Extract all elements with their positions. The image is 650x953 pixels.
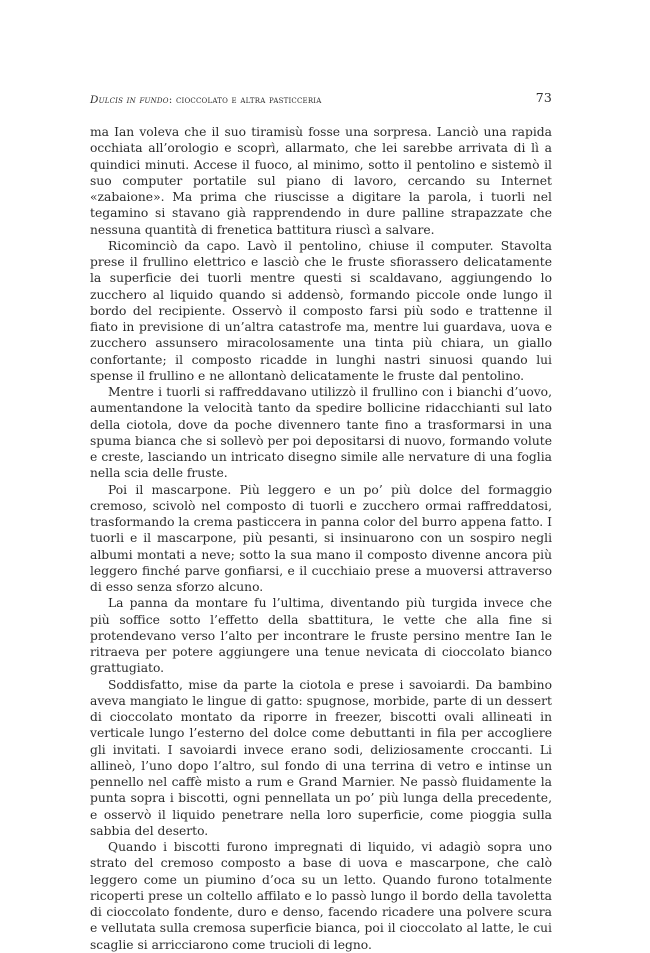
body-text	[90, 124, 552, 953]
page-number: 73	[535, 90, 552, 105]
paragraph-4: Poi il mascarpone. Più leggero e un po’ più dolce del formaggio cremoso, scivolò nel composto di tuorli e zucchero ormai raffreddatosi, trasformando la crema pasticcera in panna color del burro appena fatto. I tuorli e il mascarpone, più pesanti, si insinuarono con un sospiro negli albumi montati a neve; sotto la sua mano il composto divenne ancora più leggero finché parve gonfiarsi, e il cucchiaio prese a muoversi attraverso di esso senza sforzo alcuno.	[90, 482, 552, 594]
running-title	[90, 93, 322, 107]
paragraph-5: La panna da montare fu l’ultima, diventando più turgida invece che più soffice sotto l’effetto della sbattitura, le vette che alla fine si protendevano verso l’alto per incontrare le fruste persino mentre Ian le ritraeva per potere aggiungere una tenue nevicata di cioccolato bianco grattugiato.	[90, 596, 552, 676]
running-head	[90, 90, 552, 107]
paragraph-3: Mentre i tuorli si raffreddavano utilizzò il frullino con i bianchi d’uovo, aumentandone la velocità tanto da spedire bollicine ridacchianti sul lato della ciotola, dove da poche divennero tante fino a trasformarsi in una spuma bianca che si sollevò per poi depositarsi di nuovo, formando volute e creste, lasciando un intricato disegno simile alle nervature di una foglia nella scia delle fruste.	[90, 385, 552, 481]
paragraph-7: Quando i biscotti furono impregnati di liquido, vi adagiò sopra uno strato del cremoso composto a base di uova e mascarpone, che calò leggero come un piumino d’oca su un letto. Quando furono totalmente ricoperti prese un coltello affilato e lo passò lungo il bordo della tavoletta di cioccolato fondente, duro e denso, facendo ricadere una polvere scura e vellutata sulla cremosa superficie bianca, poi il cioccolato al latte, le cui scaglie si arricciarono come trucioli di legno.	[90, 840, 552, 952]
chapter-title: : cioccolato e altra pasticceria	[168, 94, 322, 106]
paragraph-6: Soddisfatto, mise da parte la ciotola e prese i savoiardi. Da bambino aveva mangiato le lingue di gatto: spugnose, morbide, parte di un dessert di cioccolato montato da riporre in freezer, biscotti ovali allineati in verticale lungo l’esterno del dolce come debuttanti in fila per accogliere gli invitati. I savoiardi invece erano sodi, deliziosamente croccanti. Li allineò, l’uno dopo l’altro, sul fondo di una terrina di vetro e intinse un pennello nel caffè misto a rum e Grand Marnier. Ne passò fluidamente la punta sopra i biscotti, ogni pennellata un po’ più lunga della precedente, e osservò il liquido penetrare nella loro superficie, come pioggia sulla sabbia del deserto.	[90, 677, 552, 838]
book-series-title: Dulcis in fundo	[90, 94, 169, 106]
paragraph-1: ma Ian voleva che il suo tiramisù fosse una sorpresa. Lanciò una rapida occhiata all’orologio e scoprì, allarmato, che lei sarebbe arrivata di lì a quindici minuti. Accese il fuoco, al minimo, sotto il pentolino e sistemò il suo computer portatile sul piano di lavoro, cercando su Internet «zabaione». Ma prima che riuscisse a digitare la parola, i tuorli nel tegamino si stavano già rapprendendo in dure palline strapazzate che nessuna quantità di frenetica battitura riuscì a salvare.	[90, 125, 552, 237]
paragraph-2: Ricominciò da capo. Lavò il pentolino, chiuse il computer. Stavolta prese il frullino elettrico e lasciò che le fruste sfiorassero delicatamente la superficie dei tuorli mentre questi si scaldavano, aggiungendo lo zucchero al liquido quando si addensò, formando piccole onde lungo il bordo del recipiente. Osservò il composto farsi più sodo e trattenne il fiato in previsione di un’altra catastrofe ma, mentre lui guardava, uova e zucchero assunsero miracolosamente una tinta più chiara, un giallo confortante; il composto ricadde in lunghi nastri sinuosi quando lui spense il frullino e ne allontanò delicatamente le fruste dal pentolino.	[90, 238, 552, 383]
